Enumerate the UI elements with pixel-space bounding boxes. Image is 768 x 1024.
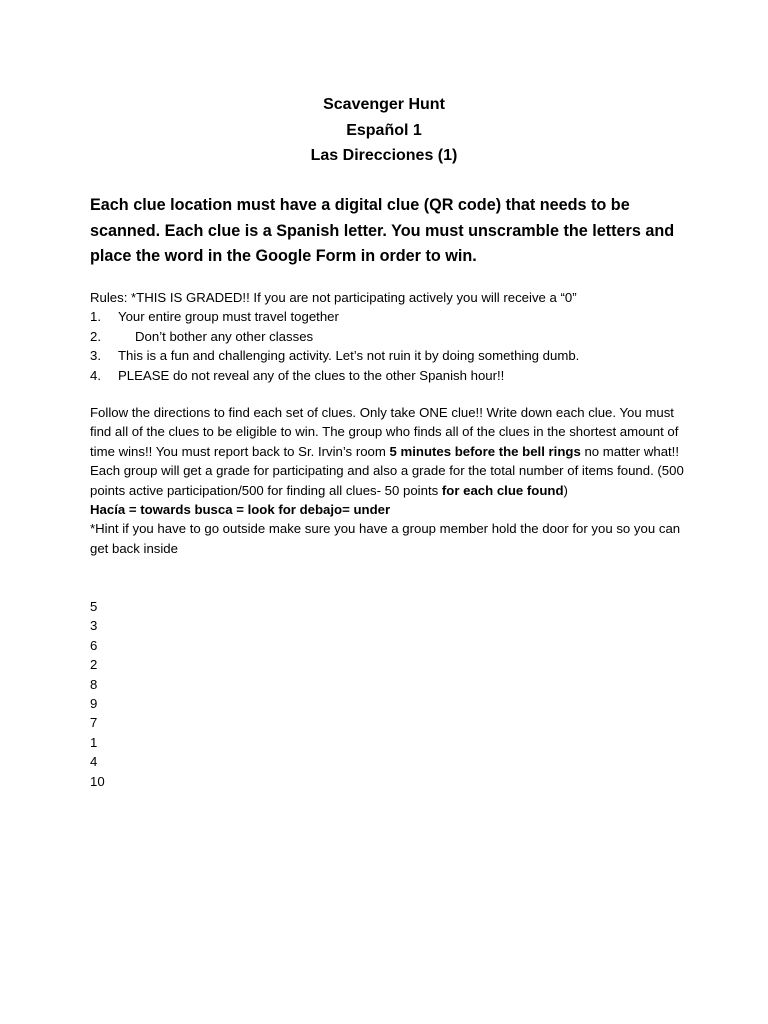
directions-points-note: for each clue found	[441, 482, 564, 498]
clue-number: 3	[90, 618, 98, 634]
document-title-block	[0, 92, 768, 169]
rules-section	[90, 288, 690, 385]
rule-text: PLEASE do not reveal any of the clues to the other Spanish hour!!	[118, 367, 505, 383]
rule-item	[90, 307, 690, 326]
rule-item	[90, 327, 690, 346]
clue-number: 8	[90, 676, 98, 692]
clue-number: 10	[90, 773, 105, 789]
title-course: Español 1	[346, 121, 422, 139]
directions-section	[90, 403, 690, 558]
vocabulary-line: Hacía = towards busca = look for debajo= under	[90, 502, 391, 518]
title-scavenger-hunt: Scavenger Hunt	[323, 96, 445, 113]
directions-deadline: 5 minutes before the bell rings	[389, 443, 581, 459]
rules-heading: Rules: *THIS IS GRADED!! If you are not participating actively you will receive a “0”	[90, 290, 577, 305]
clue-number-list	[90, 597, 690, 791]
directions-paragraph	[90, 403, 690, 500]
rule-item	[90, 366, 690, 385]
rule-number: 1.	[90, 309, 101, 325]
intro-paragraph: Each clue location must have a digital clue (QR code) that needs to be scanned. Each clue is a Spanish letter. You must unscramble the letters and place the word in the Google Form in order to win.	[90, 196, 675, 265]
clue-number: 4	[90, 754, 98, 770]
rule-number: 2.	[90, 328, 101, 344]
directions-text: no matter what!! Each group will get a grade for participating and also a grade for the total number of items found. (500 points active participation/500 for finding all clues- 50 points	[90, 443, 684, 498]
rule-number: 3.	[90, 348, 101, 364]
clue-number: 7	[90, 715, 98, 731]
rule-number: 4.	[90, 367, 101, 383]
rule-text: Your entire group must travel together	[118, 309, 339, 325]
clue-number: 2	[90, 657, 98, 673]
directions-text: )	[563, 482, 568, 498]
clue-number: 6	[90, 637, 98, 653]
hint-paragraph: *Hint if you have to go outside make sure you have a group member hold the door for you so you can get back inside	[90, 521, 681, 556]
clue-number: 9	[90, 695, 98, 711]
directions-text: Follow the directions to find each set of clues. Only take ONE clue!! Write down each clue. You must find all of the clues to be eligible to win. The group who finds all of the clues in the shortest amount of time wins!! You must report back to Sr. Irvin’s room	[90, 405, 679, 459]
rule-item	[90, 346, 690, 365]
clue-number: 1	[90, 734, 98, 750]
title-lesson: Las Direcciones (1)	[310, 147, 458, 164]
rule-text: Don’t bother any other classes	[135, 328, 314, 344]
rule-text: This is a fun and challenging activity. Let’s not ruin it by doing something dumb.	[118, 348, 580, 364]
clue-number: 5	[90, 599, 98, 614]
